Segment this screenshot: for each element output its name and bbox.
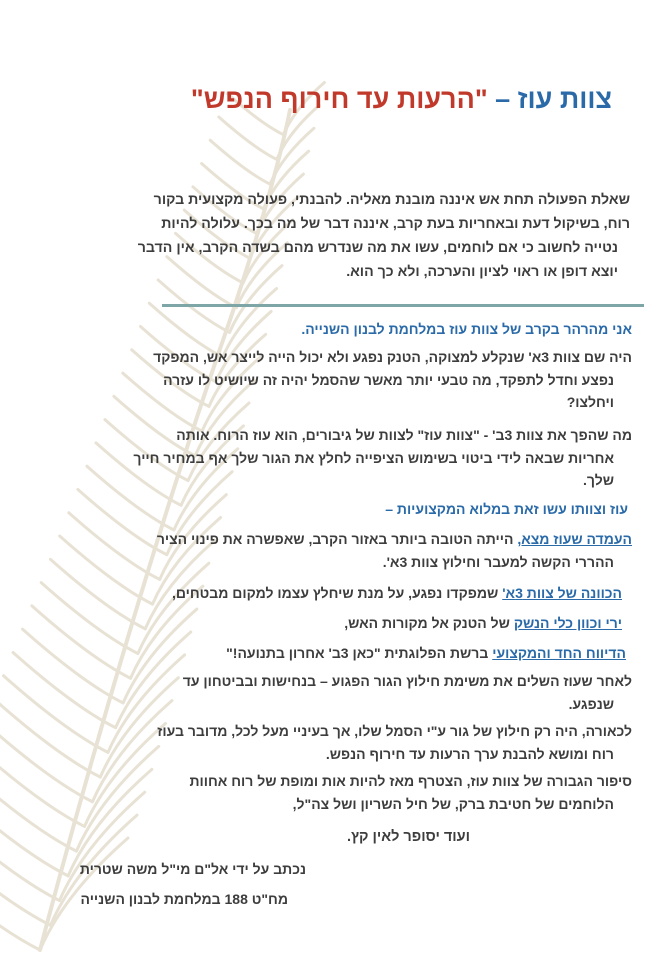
paragraph-line: סיפור הגבורה של צוות עוז, הצטרף מאז להיות אות ומופת של רוח אחוות: [189, 773, 632, 789]
author-role-block: [20, 888, 288, 911]
item-fire-text: של הטנק אל מקורות האש,: [344, 615, 514, 631]
paragraph-line: אחריות שבאה לידי ביטוי בשימוש הציפייה לחלץ את הגור שלך אף במחיר חייך: [133, 449, 614, 466]
title-team-name: צוות עוז –: [487, 84, 612, 114]
paragraph-line: שלך.: [583, 472, 614, 488]
paragraph-line: ויחלצו?: [566, 394, 614, 410]
item-guidance: [30, 582, 632, 605]
item-position-line2: ההררי הקשה למעבר וחילוץ צוות 3א'.: [382, 553, 614, 570]
paragraph-1: [30, 346, 632, 414]
intro-line: שאלת הפעולה תחת אש איננה מובנת מאליה. להבנתי, פעולה מקצועית בקור: [153, 192, 630, 208]
paragraph-3: [30, 670, 632, 715]
author-block: [20, 858, 306, 881]
closing-line: [30, 826, 470, 849]
paragraph-line: רוח ומושא להבנת ערך הרעות עד חירוף הנפש.: [325, 745, 614, 762]
intro-line: רוח, בשיקול דעת ובאחריות בעת קרב, איננה דבר של מה בכך. עלולה להיות: [161, 216, 630, 232]
item-fire: [30, 612, 632, 635]
title-quote: "הרעות עד חירוף הנפש": [190, 84, 488, 114]
paragraph-2: [30, 424, 632, 492]
paragraph-4: [30, 720, 632, 765]
section-heading: [30, 318, 632, 341]
paragraph-line: מה שהפך את צוות 3ב' - "צוות עוז" לצוות של גיבורים, הוא עוז הרוח. אותה: [176, 427, 632, 443]
intro-line: יוצא דופן או ראוי לציון והערכה, ולא כך הוא.: [346, 264, 618, 280]
item-report: [30, 642, 632, 665]
intro-line: נטייה לחשוב כי אם לוחמים, עשו את מה שנדרש מהם בשדה הקרב, אין הדבר: [137, 240, 618, 256]
subheading: [30, 498, 632, 521]
section-divider: [162, 304, 644, 307]
item-report-link[interactable]: הדיווח החד והמקצועי: [492, 645, 626, 661]
item-position-link[interactable]: העמדה שעוז מצא,: [517, 531, 632, 547]
intro-paragraph: [40, 188, 630, 284]
paragraph-line: הלוחמים של חטיבת ברק, של חיל השריון ושל צה"ל,: [292, 795, 614, 812]
closing-text: ועוד יסופר לאין קץ.: [346, 829, 470, 845]
author-name: נכתב על ידי אל"ם מי"ל משה שטרית: [79, 861, 306, 877]
item-guidance-text: שמפקדו נפגע, על מנת שיחלץ עצמו למקום מבטחים,: [171, 585, 503, 601]
item-report-text: ברשת הפלוגתית "כאן 3ב' אחרון בתנועה!": [226, 645, 493, 661]
item-fire-link[interactable]: ירי וכוון כלי הנשק: [513, 615, 622, 631]
paragraph-line: לכאורה, היה רק חילוץ של גור ע"י הסמל שלו, אך בעיניי מעל לכל, מדובר בעוז: [157, 723, 632, 739]
item-position: [30, 528, 632, 573]
paragraph-5: [30, 770, 632, 815]
item-position-text: הייתה הטובה ביותר באזור הקרב, שאפשרה את פינוי הציר: [156, 531, 518, 547]
paragraph-line: היה שם צוות 3א' שנקלע למצוקה, הטנק נפגע ולא יכול הייה לייצר אש, המפקד: [153, 349, 632, 365]
paragraph-line: לאחר שעוז השלים את משימת חילוץ הגור הפגוע – בנחישות ובביטחון עד: [182, 673, 632, 689]
item-guidance-link[interactable]: הכוונה של צוות 3א': [502, 585, 622, 601]
page-title: [40, 84, 612, 115]
paragraph-line: שנפגע.: [568, 695, 614, 712]
author-role: מח"ט 188 במלחמת לבנון השנייה: [80, 891, 288, 907]
heading-text: אני מהרהר בקרב של צוות עוז במלחמת לבנון השנייה.: [301, 321, 632, 337]
paragraph-line: נפצע וחדל לתפקד, מה טבעי יותר מאשר שהסמל יהיה זה שיושיט לו עזרה: [163, 371, 614, 388]
subheading-text: עוז וצוותו עשו זאת במלוא המקצועיות –: [385, 501, 628, 517]
